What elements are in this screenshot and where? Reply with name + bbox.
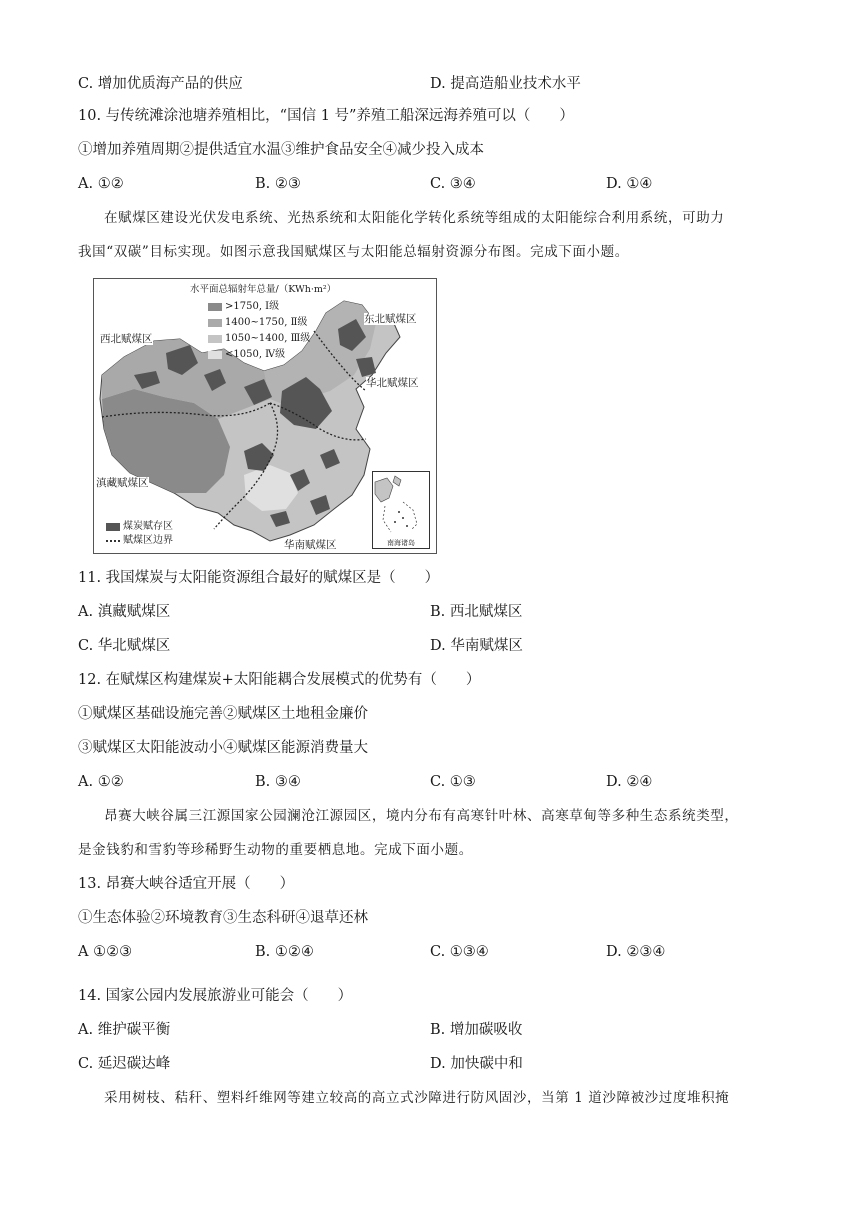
q12-option-d: D. ②④ (606, 774, 653, 790)
q13-option-c: C. ①③④ (430, 944, 489, 960)
q12-option-c: C. ①③ (430, 774, 476, 790)
q9-option-d: D. 提高造船业技术水平 (430, 76, 581, 92)
coal-solar-map (93, 278, 437, 554)
q10-option-b: B. ②③ (255, 176, 301, 192)
q14-option-b: B. 增加碳吸收 (430, 1022, 523, 1038)
legend-label-level1: >1750, Ⅰ级 (225, 301, 280, 312)
q12-stem: 12. 在赋煤区构建煤炭+太阳能耦合发展模式的优势有（ ） (78, 672, 481, 688)
q13-option-a: A ①②③ (78, 944, 133, 960)
passage2-line2: 是金钱豹和雪豹等珍稀野生动物的重要栖息地。完成下面小题。 (78, 842, 473, 858)
legend-item-level3 (208, 333, 310, 345)
legend-item-level1 (208, 301, 279, 313)
legend-swatch-boundary (106, 540, 120, 542)
q10-stem: 10. 与传统滩涂池塘养殖相比，“国信 1 号”养殖工船深远海养殖可以（ ） (78, 108, 574, 124)
legend-item-level4 (208, 349, 285, 361)
legend-label-level2: 1400~1750, Ⅱ级 (225, 317, 308, 328)
q14-option-d: D. 加快碳中和 (430, 1056, 523, 1072)
legend-label-level4: <1050, Ⅳ级 (225, 349, 286, 360)
passage1-line2: 我国“双碳”目标实现。如图示意我国赋煤区与太阳能总辐射资源分布图。完成下面小题。 (78, 244, 629, 260)
legend-swatch-level4 (208, 351, 222, 359)
legend-item-boundary (106, 535, 173, 547)
label-south: 华南赋煤区 (284, 539, 337, 551)
q13-option-b: B. ①②④ (255, 944, 314, 960)
q13-items: ①生态体验②环境教育③生态科研④退草还林 (78, 910, 368, 926)
q14-option-a: A. 维护碳平衡 (78, 1022, 171, 1038)
legend-label-coal: 煤炭赋存区 (123, 521, 173, 532)
legend-swatch-level1 (208, 303, 222, 311)
south-china-sea-inset (372, 471, 430, 549)
passage3-line1: 采用树枝、秸秆、塑料纤维网等建立较高的高立式沙障进行防风固沙，当第 1 道沙障被沙过度堆积掩 (104, 1090, 730, 1106)
q12-items2: ③赋煤区太阳能波动小④赋煤区能源消费量大 (78, 740, 368, 756)
q11-option-d: D. 华南赋煤区 (430, 638, 523, 654)
q12-option-a: A. ①② (78, 774, 124, 790)
q11-option-a: A. 滇藏赋煤区 (78, 604, 171, 620)
legend-label-boundary: 赋煤区边界 (123, 535, 173, 546)
passage1-line1: 在赋煤区建设光伏发电系统、光热系统和太阳能化学转化系统等组成的太阳能综合利用系统，可助力 (104, 210, 725, 226)
label-north: 华北赋煤区 (366, 377, 419, 389)
label-northwest: 西北赋煤区 (100, 333, 153, 345)
q11-option-c: C. 华北赋煤区 (78, 638, 171, 654)
legend-label-level3: 1050~1400, Ⅲ级 (225, 333, 311, 344)
q12-option-b: B. ③④ (255, 774, 301, 790)
legend-item-coal (106, 521, 173, 533)
legend-title: 水平面总辐射年总量/（KWh·m²） (190, 284, 337, 295)
inset-label: 南海诸岛 (387, 539, 415, 547)
q11-stem: 11. 我国煤炭与太阳能资源组合最好的赋煤区是（ ） (78, 570, 440, 586)
q14-stem: 14. 国家公园内发展旅游业可能会（ ） (78, 988, 353, 1004)
q9-option-c: C. 增加优质海产品的供应 (78, 76, 243, 92)
q14-option-c: C. 延迟碳达峰 (78, 1056, 171, 1072)
legend-swatch-level2 (208, 319, 222, 327)
legend-swatch-level3 (208, 335, 222, 343)
passage2-line1: 昂赛大峡谷属三江源国家公园澜沧江源园区，境内分布有高寒针叶林、高寒草甸等多种生态系统类型， (104, 808, 739, 824)
label-dianzang: 滇藏赋煤区 (96, 477, 149, 489)
q12-items1: ①赋煤区基础设施完善②赋煤区土地租金廉价 (78, 706, 368, 722)
q11-option-b: B. 西北赋煤区 (430, 604, 523, 620)
q13-option-d: D. ②③④ (606, 944, 666, 960)
label-northeast: 东北赋煤区 (364, 313, 417, 325)
legend-swatch-coal (106, 523, 120, 531)
inset-map-graphic (373, 472, 429, 538)
q13-stem: 13. 昂赛大峡谷适宜开展（ ） (78, 876, 295, 892)
q10-option-a: A. ①② (78, 176, 124, 192)
q10-option-c: C. ③④ (430, 176, 476, 192)
q10-items: ①增加养殖周期②提供适宜水温③维护食品安全④减少投入成本 (78, 142, 484, 158)
legend-item-level2 (208, 317, 307, 329)
q10-option-d: D. ①④ (606, 176, 653, 192)
